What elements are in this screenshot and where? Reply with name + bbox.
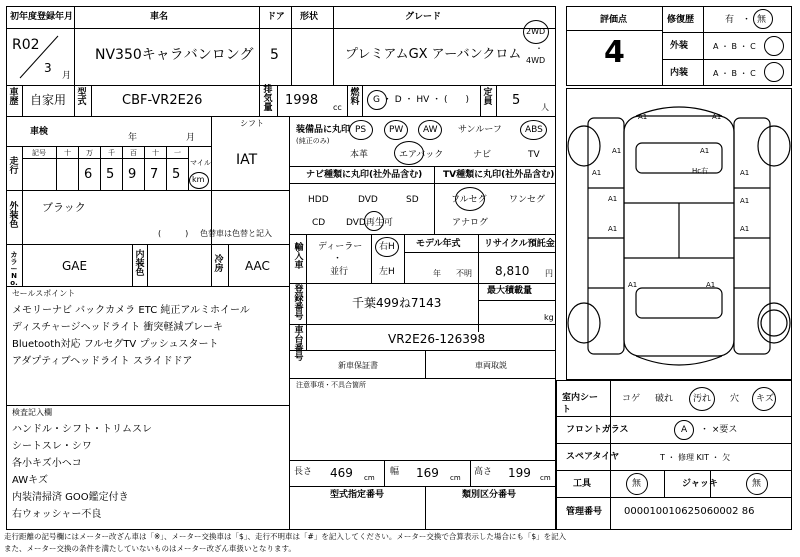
equipment-label: 装備品に丸印 [296, 125, 351, 135]
equip-ps: PS [355, 125, 367, 135]
first-reg-month: 3 [44, 61, 52, 75]
model-year-label: モデル年式 [416, 239, 461, 249]
model-label: 型式 [77, 88, 87, 107]
sales-points-label: セールスポイント [12, 289, 76, 298]
width-unit: cm [450, 474, 461, 482]
windshield-a: A [681, 425, 688, 435]
seat-label: 室内シート [562, 393, 599, 415]
class-no-label: 類別区分番号 [462, 490, 517, 500]
color-no-value: GAE [62, 259, 88, 273]
spare-opts: T ・ 修理 KIT ・ 欠 [660, 453, 731, 462]
length-unit: cm [364, 474, 375, 482]
navi-dvd-play: DVD再生可 [346, 218, 393, 228]
seat-scorch: コゲ [622, 394, 641, 404]
dmg-mark-2: A1 [612, 147, 622, 155]
import-dot: ・ [333, 254, 343, 264]
footer-line-2: また、メーター交換の条件を満たしていないものはメーター改ざん車扱いとなります。 [4, 544, 296, 553]
sales-point-line-2: Bluetooth対応 フルセグTV プッシュスタート [12, 339, 219, 350]
dmg-mark-1: A1 [712, 113, 722, 121]
length-value: 469 [330, 466, 353, 480]
inspector-line-3: AWキズ [12, 475, 48, 486]
mileage-code-label: 記号 [32, 149, 46, 157]
interior-color-label: 内装色 [135, 250, 145, 278]
color-value: ブラック [42, 201, 86, 214]
import-left: 左H [379, 267, 395, 277]
shift-value: IAT [236, 152, 258, 168]
eval-label: 評価点 [600, 15, 628, 25]
dmg-mark-10: A1 [628, 281, 638, 289]
height-label: 高さ [474, 467, 493, 477]
jack-value: 無 [752, 479, 762, 489]
first-reg-label: 初年度登録年月 [10, 12, 74, 22]
displacement-label: 排気量 [263, 85, 273, 113]
grade-value: プレミアムGX アーバンクロム [345, 47, 522, 62]
height-unit: cm [540, 474, 551, 482]
spare-label: スペアタイヤ [566, 452, 620, 462]
grade-label: グレード [405, 12, 442, 22]
tv-label: TV種類に丸印(社外品含む) [443, 170, 555, 180]
navi-label: ナビ種類に丸印(社外品含む) [306, 170, 423, 180]
inspection-year: 年 [128, 133, 138, 143]
dmg-mark-hc: Hc右 [692, 167, 709, 175]
equip-aw: AW [423, 125, 438, 135]
equipment-sub: (純正のみ) [296, 137, 330, 145]
shift-label: シフト [240, 119, 264, 128]
displacement-value: 1998 [285, 93, 319, 108]
tools-value: 無 [632, 479, 642, 489]
tv-analog: アナログ [452, 218, 489, 228]
repair-label: 修復歴 [667, 15, 695, 25]
manual-label: 車両取説 [475, 361, 507, 370]
length-label: 長さ [294, 467, 313, 477]
seat-hole: 穴 [730, 394, 740, 404]
mgmt-no-value: 000010010625060002 86 [624, 506, 755, 517]
mileage-unit-3: 百 [130, 149, 137, 157]
warranty-label: 新車保証書 [338, 361, 378, 370]
import-dealer: ディーラー [318, 242, 363, 252]
color-note: 色替車は色替と記入 [200, 229, 272, 238]
sales-point-line-3: アダプティブヘッドライト スライドドア [12, 356, 193, 367]
mgmt-no-label: 管理番号 [566, 507, 603, 517]
first-reg-year: R02 [12, 37, 40, 53]
cooler-label: 冷房 [214, 255, 224, 274]
equip-leather: 本革 [350, 150, 369, 160]
max-load-unit: kg [544, 313, 554, 322]
exterior-opts: A ・ B ・ C [713, 42, 756, 51]
inspection-month: 月 [186, 133, 196, 143]
equip-abs: ABS [525, 125, 543, 135]
equip-airbag: エアバック [399, 150, 444, 160]
type-no-label: 型式指定番号 [330, 490, 385, 500]
notes-label: 注意事項・不具合箇所 [296, 381, 366, 389]
usage-label: 車歴 [9, 88, 19, 107]
mileage-digit-1: 5 [106, 167, 115, 182]
width-label: 幅 [390, 467, 400, 477]
dmg-mark-0: A1 [638, 113, 648, 121]
max-load-label: 最大積載量 [487, 286, 533, 296]
seat-scratch: キズ [756, 394, 774, 404]
dmg-mark-11: A1 [706, 281, 716, 289]
sales-point-line-1: ディスチャージヘッドライト 衝突軽減ブレーキ [12, 322, 223, 333]
color-paren: ( ) [158, 229, 189, 238]
inspector-line-1: シートスレ・シワ [12, 441, 92, 452]
repair-dot: ・ [742, 15, 752, 25]
seat-tear: 破れ [655, 394, 674, 404]
capacity-label: 定員 [483, 88, 493, 107]
chassis-value: VR2E26-126398 [388, 332, 486, 346]
drive-dot: ・ [535, 44, 543, 53]
interior-opts: A ・ B ・ C [713, 69, 756, 78]
color-label: 外装色 [9, 202, 19, 230]
import-parallel: 並行 [330, 267, 349, 277]
model-year-unknown: 不明 [456, 269, 472, 278]
dmg-mark-4: A1 [592, 169, 602, 177]
dmg-mark-3: A1 [700, 147, 710, 155]
door-value: 5 [270, 47, 279, 63]
sales-point-line-0: メモリーナビ バックカメラ ETC 純正アルミホイール [12, 305, 250, 316]
inspection-label: 車検 [30, 127, 49, 137]
displacement-unit: cc [333, 103, 342, 112]
exterior-c-circle [764, 36, 784, 56]
exterior-label: 外装 [670, 41, 689, 51]
car-name-value: NV350キャラバンロング [95, 47, 254, 63]
jack-label: ジャッキ [682, 479, 718, 489]
car-diagram [566, 88, 792, 380]
inspector-line-5: 右ウォッシャー不良 [12, 509, 102, 520]
tv-fullseg: フルセグ [451, 195, 487, 205]
model-year-year: 年 [433, 269, 441, 278]
repair-yes: 有 [725, 15, 735, 25]
dmg-mark-6: A1 [608, 195, 618, 203]
dmg-mark-9: A1 [740, 225, 750, 233]
inspector-line-4: 内装清掃済 GOO鑑定付き [12, 492, 129, 503]
navi-dvd: DVD [358, 195, 378, 205]
navi-sd: SD [406, 195, 419, 205]
mileage-digit-4: 5 [172, 167, 181, 182]
equip-tv: TV [528, 150, 540, 160]
windshield-label: フロントガラス [566, 425, 629, 435]
windshield-opts: ・ ×要ス [700, 425, 738, 435]
seat-dirt: 汚れ [693, 394, 712, 404]
door-label: ドア [267, 12, 285, 22]
diagonal-slash [10, 32, 70, 82]
mileage-unit-5: 一 [174, 149, 181, 157]
width-value: 169 [416, 466, 439, 480]
height-value: 199 [508, 466, 531, 480]
mileage-unit-4: 十 [152, 149, 159, 157]
capacity-value: 5 [512, 93, 521, 108]
mileage-unit-2: 千 [108, 149, 115, 157]
mileage-unit-1: 万 [86, 149, 93, 157]
equip-sunroof: サンルーフ [458, 125, 502, 135]
mileage-digit-2: 9 [128, 167, 137, 182]
drive-2wd: 2WD [526, 27, 546, 36]
inspector-line-2: 各小キズ小ヘコ [12, 458, 82, 469]
inspector-line-0: ハンドル・シフト・トリムスレ [12, 424, 152, 435]
recycle-value: 8,810 [495, 264, 530, 278]
car-name-label: 車名 [150, 12, 169, 22]
mileage-unit-0: 十 [64, 149, 71, 157]
fuel-label: 燃料 [350, 88, 360, 107]
mileage-mile-label: マイル [190, 159, 211, 167]
footer-line-1: 走行距離の記号欄にはメーター改ざん車は「※」、メーター交換車は「$」、走行不明車は「#」を記入してください。メーター交換で合算表示した場合にも「$」を記入 [4, 532, 567, 541]
inspector-label: 検査記入欄 [12, 408, 52, 417]
interior-label: 内装 [670, 68, 689, 78]
tv-oneseg: ワンセグ [509, 195, 546, 205]
mileage-km: km [192, 175, 205, 184]
fuel-options: G ・ D ・ HV ・ ( ) [373, 95, 470, 105]
navi-hdd: HDD [308, 195, 329, 205]
mileage-digit-3: 7 [150, 167, 159, 182]
drive-4wd: 4WD [526, 56, 546, 65]
equip-navi: ナビ [473, 150, 492, 160]
cooler-value: AAC [245, 259, 270, 273]
tools-label: 工具 [573, 479, 592, 489]
color-no-label: カラーNo. [10, 251, 18, 287]
dmg-mark-8: A1 [608, 225, 618, 233]
shape-label: 形状 [300, 12, 319, 22]
equip-pw: PW [389, 125, 404, 135]
usage-value: 自家用 [30, 93, 67, 107]
capacity-unit: 人 [541, 103, 549, 112]
mileage-digit-0: 6 [84, 167, 93, 182]
first-reg-month-unit: 月 [62, 71, 72, 81]
recycle-unit: 円 [545, 269, 553, 278]
reg-no-label: 登録番号 [294, 285, 304, 322]
dmg-mark-7: A1 [740, 197, 750, 205]
repair-no: 無 [757, 15, 767, 25]
eval-value: 4 [604, 35, 625, 70]
chassis-label: 車台番号 [294, 326, 304, 363]
import-right: 右H [379, 242, 395, 252]
dmg-mark-5: A1 [740, 169, 750, 177]
recycle-label: リサイクル預託金 [484, 239, 555, 249]
reg-no-value: 千葉499ね7143 [352, 296, 442, 310]
model-value: CBF-VR2E26 [122, 93, 203, 108]
mileage-label: 走行 [9, 157, 19, 176]
interior-c-circle [764, 62, 784, 82]
navi-cd: CD [312, 218, 326, 228]
import-label: 輸入車 [294, 243, 304, 271]
